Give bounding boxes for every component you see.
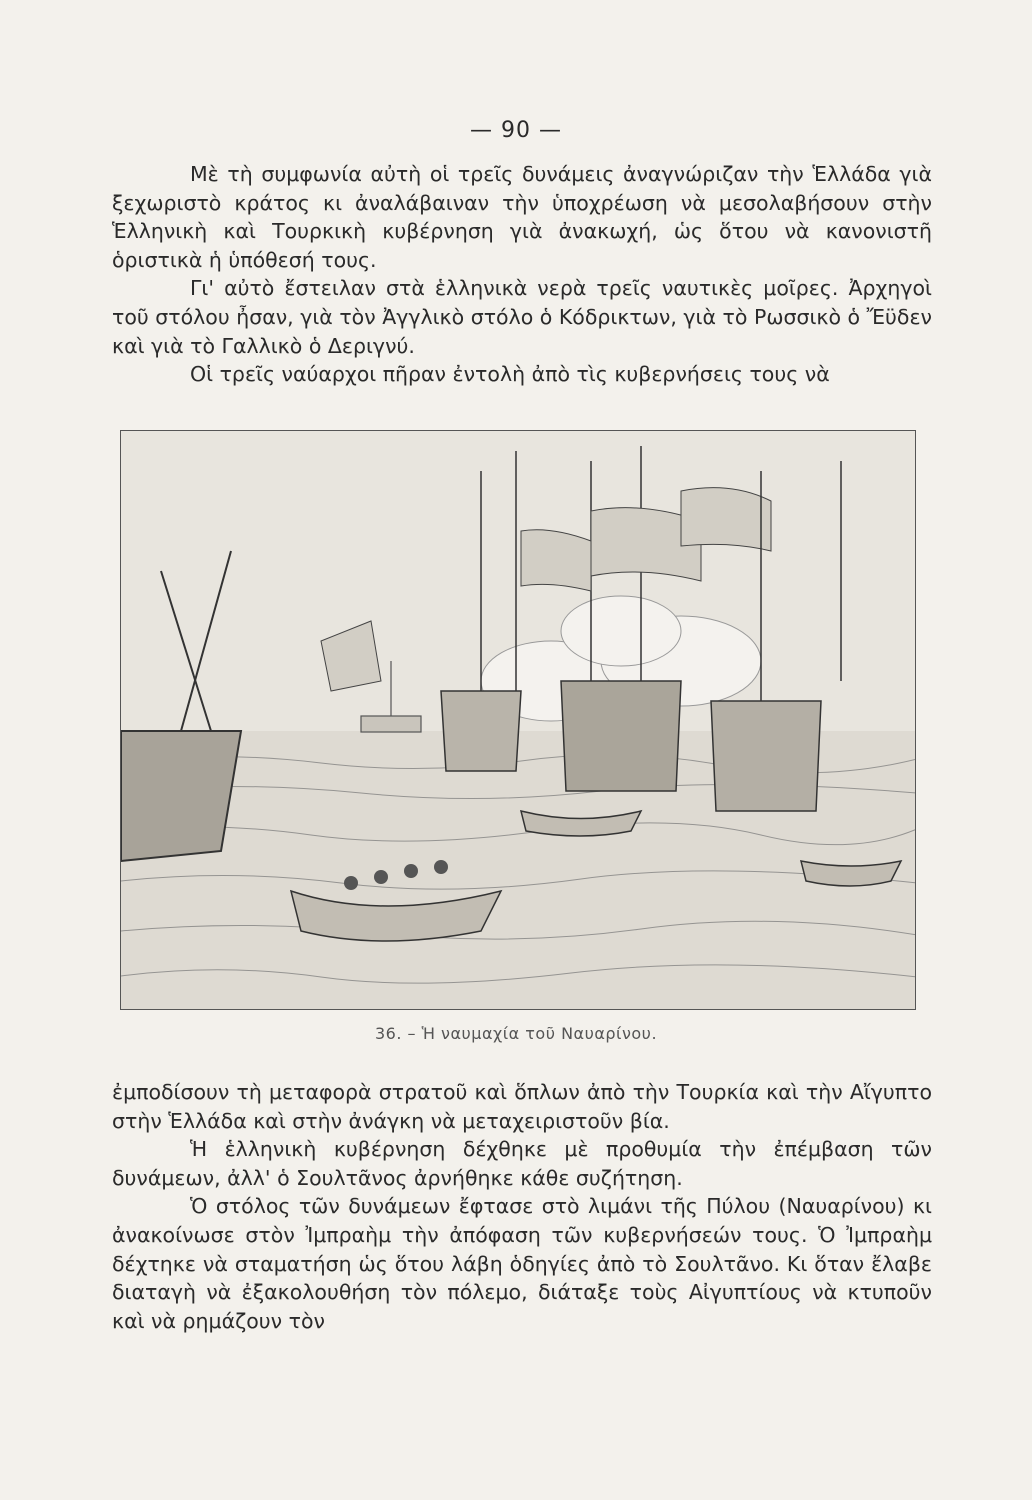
page-number: — 90 — — [470, 118, 562, 143]
paragraph: Οἱ τρεῖς ναύαρχοι πῆραν ἐντολὴ ἀπὸ τὶς κυβερνήσεις τους νὰ — [190, 362, 830, 387]
naval-battle-illustration — [120, 430, 916, 1010]
paragraph: Γι' αὐτὸ ἔστειλαν στὰ ἑλληνικὰ νερὰ τρεῖς ναυτικὲς μοῖρες. Ἀρχηγοὶ τοῦ στόλου ἦσαν, γιὰ τὸν Ἀγγλικὸ στόλο ὁ Κόδρικτων, γιὰ τὸ Ρωσσικὸ ὁ Ἔϋδεν καὶ γιὰ τὸ Γαλλικὸ ὁ Δεριγνύ. — [112, 276, 932, 358]
paragraph: Μὲ τὴ συμφωνία αὐτὴ οἱ τρεῖς δυνάμεις ἀναγνώριζαν τὴν Ἑλλάδα γιὰ ξεχωριστὸ κράτος κι ἀναλάβαιναν τὴν ὑποχρέωση νὰ μεσολαβήσουν στὴν Ἑλληνικὴ καὶ Τουρκικὴ κυβέρνηση γιὰ ἀνακωχή, ὡς ὅτου νὰ κανονιστῆ ὁριστικὰ ἡ ὑπόθεσή τους. — [112, 162, 932, 272]
illustration-drawing — [121, 431, 916, 1010]
text-block-bottom — [112, 1078, 932, 1335]
figure-caption: 36. – Ἡ ναυμαχία τοῦ Ναυαρίνου. — [374, 1024, 658, 1043]
paragraph: Ἡ ἑλληνικὴ κυβέρνηση δέχθηκε μὲ προθυμία τὴν ἐπέμβαση τῶν δυνάμεων, ἀλλ' ὁ Σουλτᾶνος ἀρνήθηκε κάθε συζήτηση. — [112, 1137, 932, 1190]
text-block-top — [112, 160, 932, 389]
paragraph: ἐμποδίσουν τὴ μεταφορὰ στρατοῦ καὶ ὅπλων ἀπὸ τὴν Τουρκία καὶ τὴν Αἴγυπτο στὴν Ἑλλάδα καὶ στὴν ἀνάγκη νὰ μεταχειριστοῦν βία. — [112, 1080, 932, 1133]
paragraph: Ὁ στόλος τῶν δυνάμεων ἔφτασε στὸ λιμάνι τῆς Πύλου (Ναυαρίνου) κι ἀνακοίνωσε στὸν Ἰμπραὴμ τὴν ἀπόφαση τῶν κυβερνήσεών τους. Ὁ Ἰμπραὴμ δέχτηκε νὰ σταματήση ὡς ὅτου λάβη ὁδηγίες ἀπὸ τὸ Σουλτᾶνο. Κι ὅταν ἔλαβε διαταγὴ νὰ ἐξακολουθήση τὸν πόλεμο, διάταξε τοὺς Αἰγυπτίους νὰ κτυποῦν καὶ νὰ ρημάζουν τὸν — [112, 1194, 932, 1333]
